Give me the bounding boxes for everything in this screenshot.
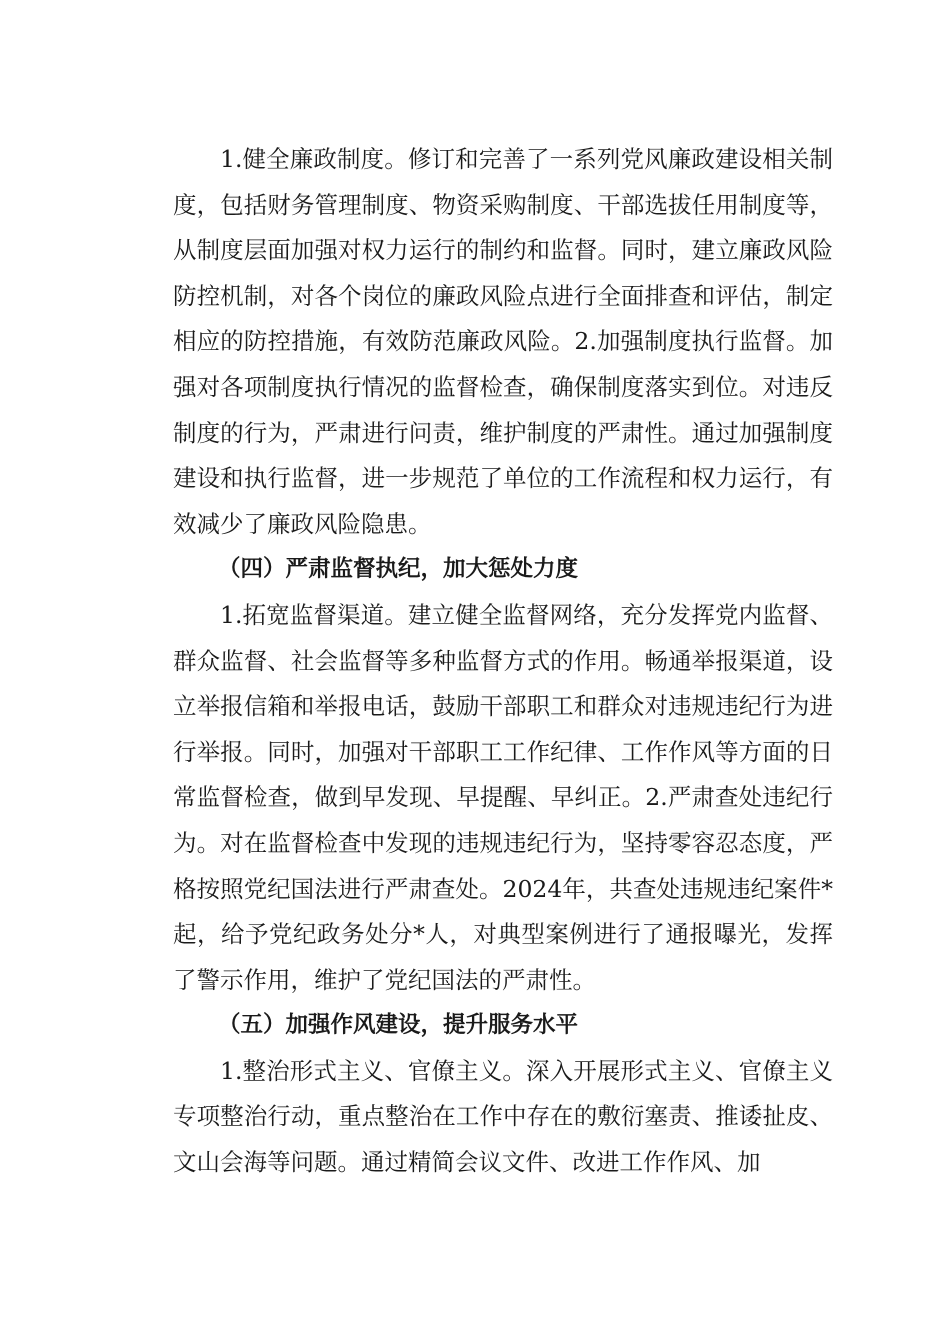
paragraph-supervision: 1.拓宽监督渠道。建立健全监督网络，充分发挥党内监督、群众监督、社会监督等多种监督方式的作用。畅通举报渠道，设立举报信箱和举报电话，鼓励干部职工和群众对违规违纪行为进行举报。同时，加强对干部职工工作纪律、工作作风等方面的日常监督检查，做到早发现、早提醒、早纠正。2.严肃查处违纪行为。对在监督检查中发现的违规违纪行为，坚持零容忍态度，严格按照党纪国法进行严肃查处。2024年，共查处违规违纪案件*起，给予党纪政务处分*人，对典型案例进行了通报曝光，发挥了警示作用，维护了党纪国法的严肃性。 [173, 600, 833, 994]
section-heading-5: （五）加强作风建设，提升服务水平 [218, 1012, 579, 1039]
section-heading-4: （四）严肃监督执纪，加大惩处力度 [218, 556, 579, 583]
document-body [173, 137, 833, 1186]
paragraph-system-building: 1.健全廉政制度。修订和完善了一系列党风廉政建设相关制度，包括财务管理制度、物资采购制度、干部选拔任用制度等，从制度层面加强对权力运行的制约和监督。同时，建立廉政风险防控机制，对各个岗位的廉政风险点进行全面排查和评估，制定相应的防控措施，有效防范廉政风险。2.加强制度执行监督。加强对各项制度执行情况的监督检查，确保制度落实到位。对违反制度的行为，严肃进行问责，维护制度的严肃性。通过加强制度建设和执行监督，进一步规范了单位的工作流程和权力运行，有效减少了廉政风险隐患。 [173, 145, 833, 538]
paragraph-work-style: 1.整治形式主义、官僚主义。深入开展形式主义、官僚主义专项整治行动，重点整治在工作中存在的敷衍塞责、推诿扯皮、文山会海等问题。通过精简会议文件、改进工作作风、加 [173, 1056, 833, 1177]
